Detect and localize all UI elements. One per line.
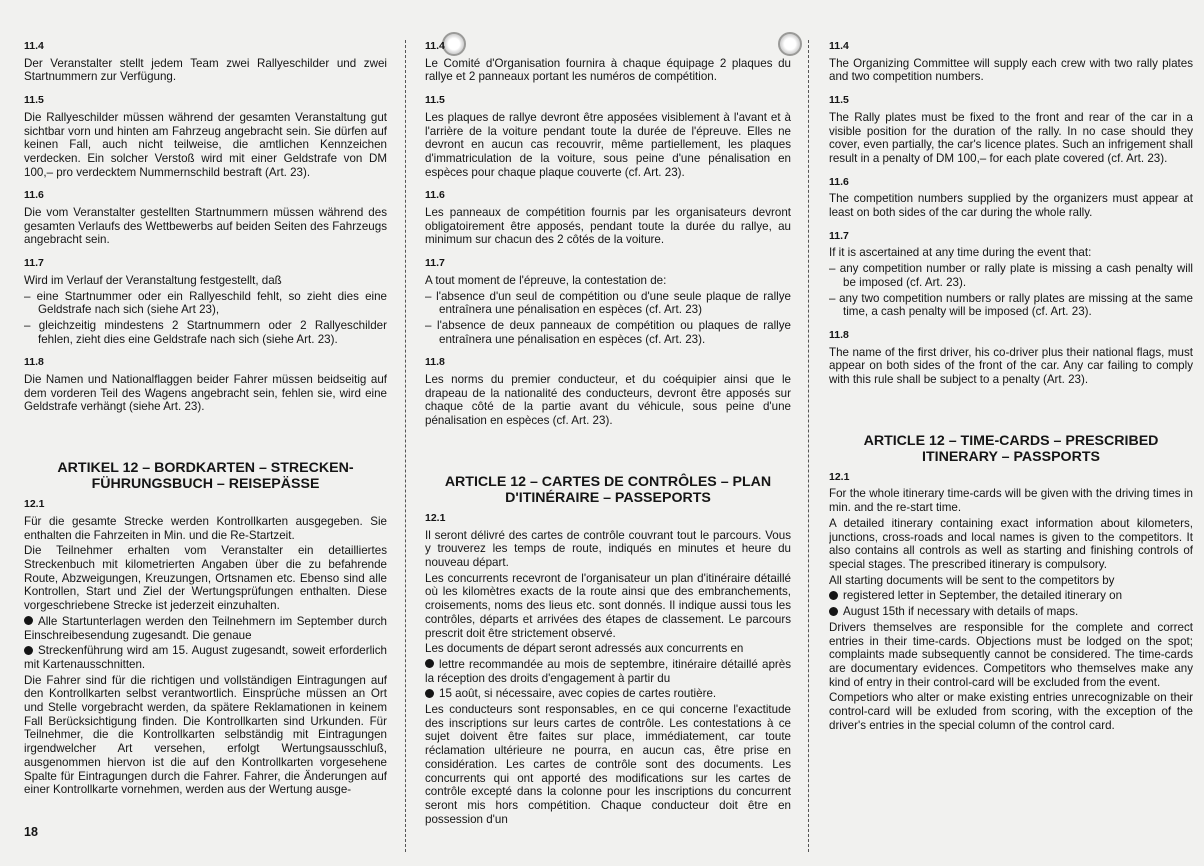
- paragraph: Le Comité d'Organisation fournira à chaque équipage 2 plaques du rallye et 2 panneaux portant les numéros de compétition.: [425, 56, 791, 84]
- dot-item: [24, 644, 387, 671]
- section-number: 11.8: [829, 328, 849, 341]
- section-11-6: [24, 189, 387, 247]
- english-column: [829, 40, 1193, 852]
- paragraph: A tout moment de l'épreuve, la contestation de:: [425, 273, 667, 287]
- dot-item: [425, 658, 791, 685]
- section-text: [24, 373, 387, 414]
- bullet-dot-icon: [829, 591, 838, 600]
- section-number: 11.5: [24, 94, 44, 107]
- section-number: 12.1: [425, 511, 446, 524]
- dot-item-text: Streckenführung wird am 15. August zugesandt, soweit erforderlich mit Kartenausschnitten.: [24, 644, 387, 671]
- section-text: [829, 192, 1193, 219]
- paragraph: Die Namen und Nationalflaggen beider Fahrer müssen beidseitig auf dem vorderen Teil des Wagens angebracht sein, fehlen sie, wird eine Geldstrafe verhängt (siehe Art. 23).: [24, 373, 387, 414]
- section-text: [425, 373, 791, 428]
- paragraph: Drivers themselves are responsible for the complete and correct entries in their time-cards. Objections must be lodged on the spot; complaints made subsequently cannot be considered. The time-cards are documentary evidences. Competitors who themselves make any kind of entry in their control-card will be excluded from the event.: [829, 620, 1193, 689]
- paragraph: For the whole itinerary time-cards will be given with the driving times in min. and the re-start time.: [829, 487, 1193, 515]
- section-number: 11.4: [425, 40, 445, 52]
- article-12-text: [425, 529, 791, 827]
- article-heading-line: D'ITINÉRAIRE – PASSEPORTS: [505, 489, 711, 506]
- bullet-item: – any competition number or rally plate is missing a cash penalty will be imposed (cf. Art. 23).: [829, 262, 1193, 289]
- article-heading-line: ITINERARY – PASSPORTS: [922, 448, 1100, 465]
- section-11-8: [24, 356, 387, 414]
- paragraph: Die Fahrer sind für die richtigen und vollständigen Eintragungen auf den Kontrollkarten selbst verantwortlich. Einsprüche müssen an Ort und Stelle vorgebracht werden, da spätere Reklamationen in keinem Fall Berücksichtigung finden. Die Kontrollkarten sind Urkunden. Für Teilnehmer, die die Kontrollkarten selbständig mit Eintragungen irgendwelcher Art versehen, erfolgt Wertungsausschluß, ausgenommen hiervon ist die auf den Kontrollkarten vorgesehene Spalte für Eintragungen durch die Fahrer. Fahrer, die Änderungen auf einer Kontrollkarte vornehmen, werden aus der Wertung ausge-: [24, 673, 387, 797]
- article-12-heading: [829, 433, 1193, 465]
- dot-item: [829, 589, 1193, 603]
- section-number: 11.5: [829, 94, 849, 107]
- section-number: 11.7: [24, 257, 44, 270]
- dot-item: [24, 615, 387, 642]
- paragraph: Les concurrents recevront de l'organisateur un plan d'itinéraire détaillé où les kilomètres exacts de la route ainsi que des embranchements, croisements, noms des lieus etc. sont donnés. Il indique aussi tous les contrôles, départs et arrivées des étapes de classement. Le parcours prescrit doit être strictement observé.: [425, 571, 791, 640]
- section-11-7: [24, 257, 387, 346]
- bullet-dot-icon: [24, 646, 33, 655]
- dot-item-text: lettre recommandée au mois de septembre, itinéraire détaillé après la réception des droits d'engagement à partir du: [425, 657, 791, 685]
- article-12-heading: [425, 474, 791, 506]
- paragraph: Les panneaux de compétition fournis par les organisateurs devront obligatoirement être apposés, pendant toute la durée du rallye, au minimum sur chacun des 2 côtés de la voiture.: [425, 206, 791, 247]
- section-11-8: [425, 356, 791, 428]
- section-number: 12.1: [829, 470, 850, 483]
- article-heading-line: ARTIKEL 12 – BORDKARTEN – STRECKEN-: [57, 460, 354, 477]
- paragraph: Les plaques de rallye devront être apposées visiblement à l'avant et à l'arrière de la voiture pendant toute la durée de l'épreuve. Elles ne devront en aucun cas recouvrir, même partiellement, les plaques d'immatriculation de la voiture, sous peine d'une pénalisation en espèces pour chaque plaque couverte (cf. Art. 23).: [425, 110, 791, 179]
- bullet-dot-icon: [829, 607, 838, 616]
- section-number: 11.6: [829, 175, 849, 188]
- section-number: 11.6: [24, 189, 44, 202]
- paragraph: Die Teilnehmer erhalten vom Veranstalter ein detailliertes Streckenbuch mit kilometrierten Angaben über die zu befahrende Route, Abzweigungen, Kreuzungen, Ortsnamen etc. Ebenso sind alle Kontrollen, Start und Ziel der Wertungsprüfungen enthalten. Diese vorgeschriebene Strecke ist jederzeit einzuhalten.: [24, 544, 387, 613]
- section-text: [425, 57, 791, 84]
- section-text: [24, 274, 387, 347]
- section-11-8: [829, 329, 1193, 387]
- section-11-6: [829, 176, 1193, 220]
- section-number: 11.8: [425, 356, 445, 369]
- bullet-item: – gleichzeitig mindestens 2 Startnummern oder 2 Rallyeschilder fehlen, zieht dies eine Geldstrafe nach sich (siehe Art. 23).: [24, 319, 387, 346]
- section-11-4: [829, 40, 1193, 84]
- paragraph: Les documents de départ seront adressés aux concurrents en: [425, 642, 744, 656]
- paragraph: Für die gesamte Strecke werden Kontrollkarten ausgegeben. Sie enthalten die Fahrzeiten in Min. und die Re-Startzeit.: [24, 514, 387, 542]
- section-text: [829, 346, 1193, 387]
- section-number: 12.1: [24, 498, 45, 511]
- french-column: [425, 40, 791, 852]
- bullet-item: – l'absence de deux panneaux de compétition ou plaques de rallye entraînera une pénalisation en espèces (cf. Art. 23).: [425, 319, 791, 346]
- section-text: [425, 206, 791, 247]
- column-divider-left: [405, 40, 406, 852]
- dot-item: [425, 687, 791, 701]
- section-text: [829, 111, 1193, 166]
- dot-item-text: registered letter in September, the detailed itinerary on: [843, 589, 1123, 603]
- section-number: 11.7: [425, 257, 445, 270]
- paragraph: Il seront délivré des cartes de contrôle couvrant tout le parcours. Vous y trouverez les temps de route, indiqués en minutes et heure du nouveau départ.: [425, 528, 791, 569]
- section-11-7: [425, 257, 791, 346]
- article-heading-line: ARTICLE 12 – CARTES DE CONTRÔLES – PLAN: [444, 473, 772, 490]
- paragraph: The Rally plates must be fixed to the front and rear of the car in a visible position for the duration of the rally. In no case should they cover, even partially, the car's licence plates. Such an infrigement shall result in a penalty of DM 100,– for each plate covered (cf. Art. 23).: [829, 110, 1193, 165]
- section-text: [425, 274, 791, 347]
- section-number: 11.5: [425, 94, 445, 107]
- section-11-4: [425, 40, 791, 84]
- paragraph: The Organizing Committee will supply each crew with two rally plates and two competition numbers.: [829, 56, 1193, 84]
- bullet-item: – any two competition numbers or rally plates are missing at the same time, a cash penalty will be imposed (cf. Art. 23).: [829, 292, 1193, 319]
- article-12-heading: [24, 460, 387, 492]
- paragraph: The competition numbers supplied by the organizers must appear at least on both sides of the car during the whole rally.: [829, 192, 1193, 220]
- paragraph: The name of the first driver, his co-driver plus their national flags, must appear on both sides of the front of the car. Any car failing to comply with this rule shall be subject to a penalty (Art. 23).: [829, 345, 1193, 387]
- paragraph: If it is ascertained at any time during the event that:: [829, 246, 1092, 260]
- bullet-dot-icon: [425, 689, 434, 698]
- german-column: [24, 40, 387, 852]
- section-11-7: [829, 230, 1193, 319]
- section-number: 11.8: [24, 356, 44, 369]
- article-heading-line: FÜHRUNGSBUCH – REISEPÄSSE: [91, 476, 320, 493]
- paragraph: A detailed itinerary containing exact information about kilometers, junctions, cross-roads and local names is given to the competitors. It also contains all controls as well as starting and finishing controls of special stages. The prescribed itinerary is compulsory.: [829, 516, 1193, 571]
- paragraph: Competiors who alter or make existing entries unrecognizable on their control-card will be exluded from scoring, with the exception of the driver's entries in the special column of the control card.: [829, 691, 1193, 732]
- section-11-5: [24, 94, 387, 179]
- section-text: [24, 111, 387, 180]
- section-11-4: [24, 40, 387, 84]
- bullet-item: – eine Startnummer oder ein Rallyeschild fehlt, so zieht dies eine Geldstrafe nach sich (siehe Art 23),: [24, 290, 387, 317]
- section-11-6: [425, 189, 791, 247]
- bullet-dot-icon: [24, 616, 33, 625]
- section-11-5: [829, 94, 1193, 166]
- section-text: [24, 57, 387, 84]
- article-heading-line: ARTICLE 12 – TIME-CARDS – PRESCRIBED: [863, 432, 1159, 449]
- dot-item-text: August 15th if necessary with details of maps.: [843, 605, 1079, 619]
- article-12-text: [24, 515, 387, 797]
- section-number: 11.6: [425, 189, 445, 202]
- section-number: 11.7: [829, 229, 849, 242]
- bullet-dot-icon: [425, 659, 434, 668]
- bullet-item: – l'absence d'un seul de compétition ou d'une seule plaque de rallye entraînera une pénalisation en espèces (cf. Art. 23): [425, 290, 791, 317]
- paragraph: Die Rallyeschilder müssen während der gesamten Veranstaltung gut sichtbar vorn und hinten am Fahrzeug angebracht sein. Sie dürfen auf keinen Fall, auch nicht teilweise, die amtlichen Kennzeichen verdecken. Ein solcher Verstoß wird mit einer Geldstrafe von DM 100,– pro verdecktem Nummernschild bestraft (Art. 23).: [24, 110, 387, 179]
- article-12-text: [829, 487, 1193, 732]
- section-text: [829, 57, 1193, 84]
- paragraph: Les conducteurs sont responsables, en ce qui concerne l'exactitude des inscriptions sur leurs cartes de contrôle. Les contestations à ce sujet doivent être faites sur place, immédiatement, car toute réclamation ultérieure ne pourra, en aucun cas, être prise en considération. Les cartes de contrôle sont des documents. Les concurrents qui ont apporté des modifications sur les cartes de contrôle excepté dans la colonne pour les inscriptions du concurrent seront mis hors compétition. Chaque conducteur doit être en possession d'un: [425, 703, 791, 826]
- paragraph: Die vom Veranstalter gestellten Startnummern müssen während des gesamten Verlaufs des Wettbewerbs auf beiden Seiten des Fahrzeugs angebracht sein.: [24, 206, 387, 247]
- section-text: [425, 111, 791, 180]
- dot-item: [829, 605, 1193, 619]
- page-number: 18: [24, 825, 38, 839]
- column-divider-right: [808, 40, 809, 852]
- dot-item-text: 15 août, si nécessaire, avec copies de cartes routière.: [439, 687, 717, 701]
- paragraph: Wird im Verlauf der Veranstaltung festgestellt, daß: [24, 273, 282, 287]
- section-11-5: [425, 94, 791, 179]
- section-number: 11.4: [829, 40, 849, 52]
- section-number: 11.4: [24, 40, 44, 52]
- paragraph: Les norms du premier conducteur, et du coéquipier ainsi que le drapeau de la nationalité des conducteurs, devront être apposés sur chaque côté de la partie avant du véhicule, sous peine d'une pénalisation en espèces (cf. Art. 23).: [425, 373, 791, 428]
- paragraph: Der Veranstalter stellt jedem Team zwei Rallyeschilder und zwei Startnummern zur Verfügung.: [24, 56, 387, 84]
- dot-item-text: Alle Startunterlagen werden den Teilnehmern im September durch Einschreibesendung zugesandt. Die genaue: [24, 614, 387, 642]
- section-text: [24, 206, 387, 247]
- paragraph: All starting documents will be sent to the competitors by: [829, 573, 1115, 587]
- section-text: [829, 246, 1193, 319]
